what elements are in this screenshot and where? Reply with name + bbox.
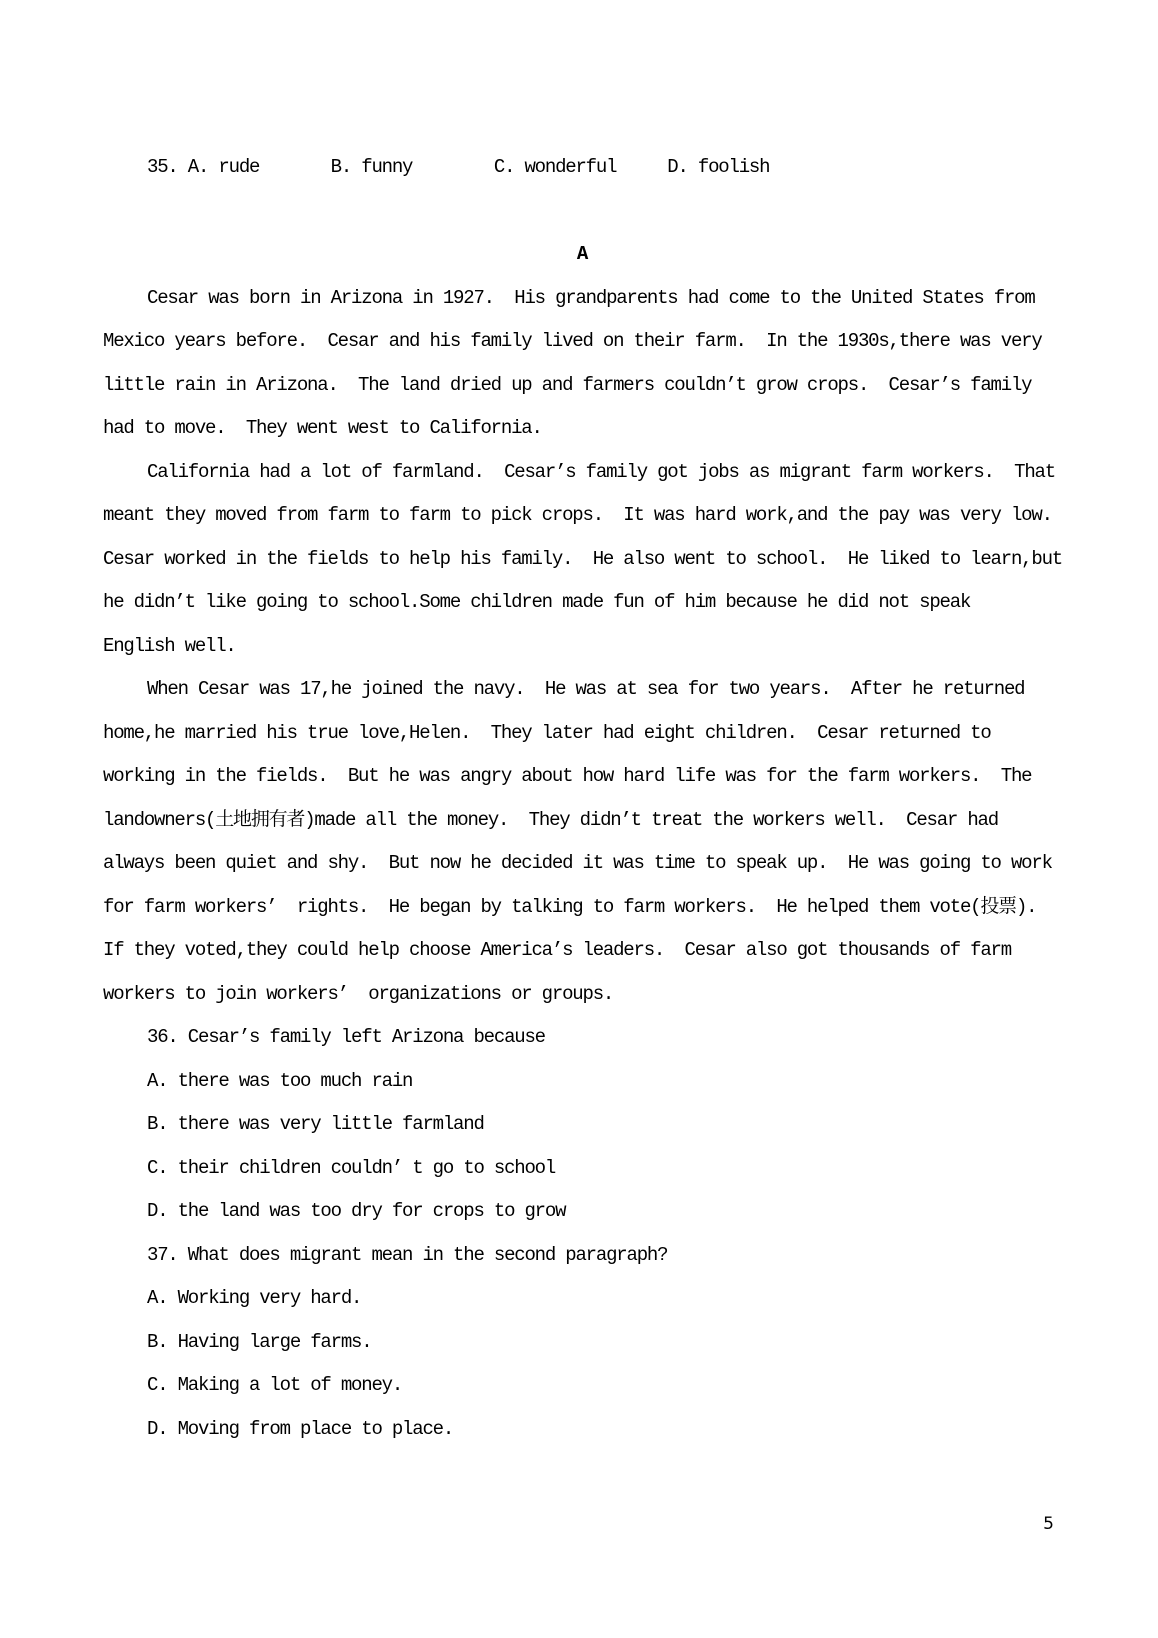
page-content	[103, 146, 1061, 1451]
passage-line: working in the fields. But he was angry about how hard life was for the farm workers. The	[103, 765, 1032, 787]
question-37-option-a: A. Working very hard.	[147, 1287, 362, 1309]
passage-line: home,he married his true love,Helen. They later had eight children. Cesar returned to	[103, 721, 991, 744]
question-36-option-b: B. there was very little farmland	[147, 1113, 484, 1135]
question-37-option-c: C. Making a lot of money.	[147, 1374, 403, 1396]
passage-line: Cesar was born in Arizona in 1927. His grandparents had come to the United States from	[147, 286, 1035, 309]
passage-line: had to move. They went west to California.	[103, 417, 542, 439]
question-35-options-line: 35. A. rude B. funny C. wonderful D. foolish	[147, 156, 770, 178]
question-37-stem: 37. What does migrant mean in the second paragraph?	[147, 1243, 668, 1266]
question-36-option-d: D. the land was too dry for crops to grow	[147, 1200, 566, 1222]
passage-paragraph-3	[103, 668, 1061, 1016]
passage-line: Mexico years before. Cesar and his family lived on their farm. In the 1930s,there was very	[103, 330, 1042, 352]
passage-line: always been quiet and shy. But now he decided it was time to speak up. He was going to work	[103, 852, 1052, 874]
question-36	[103, 1016, 1061, 1234]
question-37-option-b: B. Having large farms.	[147, 1330, 372, 1353]
passage-line: When Cesar was 17,he joined the navy. He was at sea for two years. After he returned	[147, 678, 1025, 700]
passage-paragraph-1	[103, 277, 1061, 451]
passage-line: landowners(土地拥有者)made all the money. They didn’t treat the workers well. Cesar had	[103, 808, 998, 831]
passage-section-label: A	[576, 243, 588, 265]
question-36-stem: 36. Cesar’s family left Arizona because	[147, 1026, 545, 1048]
question-36-option-c: C. their children couldn’ t go to school	[147, 1156, 556, 1179]
passage-line: meant they moved from farm to farm to pick crops. It was hard work,and the pay was very low.	[103, 504, 1052, 526]
passage-line: he didn’t like going to school.Some children made fun of him because he did not speak	[103, 591, 971, 613]
passage-line: for farm workers’ rights. He began by talking to farm workers. He helped them vote(投票).	[103, 895, 1037, 918]
question-37-option-d: D. Moving from place to place.	[147, 1417, 454, 1440]
question-36-option-a: A. there was too much rain	[147, 1069, 413, 1092]
passage-line: California had a lot of farmland. Cesar’s family got jobs as migrant farm workers. That	[147, 460, 1055, 483]
passage-line: Cesar worked in the fields to help his family. He also went to school. He liked to learn,but	[103, 547, 1062, 570]
passage-line: English well.	[103, 634, 236, 657]
page-number: 5	[1043, 1514, 1054, 1534]
question-37	[103, 1234, 1061, 1452]
passage-line: little rain in Arizona. The land dried up and farmers couldn’t grow crops. Cesar’s family	[103, 373, 1032, 396]
passage-line: workers to join workers’ organizations or groups.	[103, 982, 614, 1005]
passage-paragraph-2	[103, 451, 1061, 669]
passage-line: If they voted,they could help choose America’s leaders. Cesar also got thousands of farm	[103, 939, 1011, 961]
